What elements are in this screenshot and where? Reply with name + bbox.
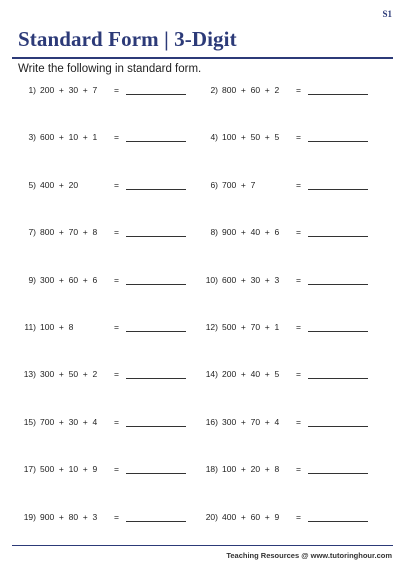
answer-blank[interactable] xyxy=(308,94,368,95)
answer-blank[interactable] xyxy=(308,378,368,379)
equals-sign: = xyxy=(296,322,301,332)
problem-expression: 600 + 30 + 3 xyxy=(222,274,280,285)
answer-blank[interactable] xyxy=(308,189,368,190)
problem-expression: 100 + 8 xyxy=(40,322,74,332)
answer-blank[interactable] xyxy=(308,141,368,142)
problem-expression: 700 + 30 + 4 xyxy=(40,416,98,427)
equals-sign: = xyxy=(114,85,119,95)
answer-blank[interactable] xyxy=(308,521,368,522)
problem-expression: 500 + 70 + 1 xyxy=(222,322,280,332)
problem-number: 11) xyxy=(24,322,36,332)
equals-sign: = xyxy=(296,274,301,285)
answer-blank[interactable] xyxy=(308,331,368,332)
problem-number: 16) xyxy=(205,416,218,427)
equals-sign: = xyxy=(114,227,119,238)
problem-expression: 200 + 30 + 7 xyxy=(40,85,98,95)
problem-expression: 300 + 50 + 2 xyxy=(40,369,98,380)
answer-blank[interactable] xyxy=(126,473,186,474)
page-title: Standard Form | 3-Digit xyxy=(18,27,237,51)
equals-sign: = xyxy=(114,464,119,475)
equals-sign: = xyxy=(296,369,301,380)
problem-number: 5) xyxy=(28,179,36,190)
problem-expression: 300 + 60 + 6 xyxy=(40,274,98,285)
problem-expression: 800 + 60 + 2 xyxy=(222,85,280,95)
answer-blank[interactable] xyxy=(126,426,186,427)
problem-number: 12) xyxy=(205,322,218,332)
answer-blank[interactable] xyxy=(126,284,186,285)
answer-blank[interactable] xyxy=(126,189,186,190)
problem-number: 6) xyxy=(210,179,218,190)
problem-expression: 900 + 80 + 3 xyxy=(40,511,98,522)
answer-blank[interactable] xyxy=(126,378,186,379)
problem-number: 8) xyxy=(210,227,218,238)
problem-expression: 200 + 40 + 5 xyxy=(222,369,280,380)
equals-sign: = xyxy=(114,179,119,190)
problem-number: 15) xyxy=(23,416,36,427)
footer-credit: Teaching Resources @ www.tutoringhour.com xyxy=(226,551,392,560)
problem-number: 13) xyxy=(23,369,36,380)
problem-number: 4) xyxy=(210,132,218,143)
problem-number: 17) xyxy=(23,464,36,475)
problem-expression: 900 + 40 + 6 xyxy=(222,227,280,238)
equals-sign: = xyxy=(114,322,119,332)
equals-sign: = xyxy=(296,227,301,238)
problem-number: 10) xyxy=(205,274,218,285)
problem-expression: 300 + 70 + 4 xyxy=(222,416,280,427)
problem-number: 7) xyxy=(28,227,36,238)
answer-blank[interactable] xyxy=(308,473,368,474)
answer-blank[interactable] xyxy=(126,521,186,522)
equals-sign: = xyxy=(114,274,119,285)
answer-blank[interactable] xyxy=(126,141,186,142)
problem-number: 3) xyxy=(28,132,36,143)
problem-expression: 400 + 20 xyxy=(40,179,79,190)
answer-blank[interactable] xyxy=(308,284,368,285)
problem-number: 20) xyxy=(205,511,218,522)
equals-sign: = xyxy=(296,511,301,522)
problem-number: 18) xyxy=(205,464,218,475)
equals-sign: = xyxy=(114,416,119,427)
answer-blank[interactable] xyxy=(308,426,368,427)
answer-blank[interactable] xyxy=(126,94,186,95)
problem-expression: 400 + 60 + 9 xyxy=(222,511,280,522)
problem-expression: 100 + 20 + 8 xyxy=(222,464,280,475)
equals-sign: = xyxy=(114,132,119,143)
equals-sign: = xyxy=(296,85,301,95)
equals-sign: = xyxy=(296,464,301,475)
problem-expression: 600 + 10 + 1 xyxy=(40,132,98,143)
problem-number: 14) xyxy=(205,369,218,380)
answer-blank[interactable] xyxy=(308,236,368,237)
problem-number: 9) xyxy=(28,274,36,285)
problem-expression: 800 + 70 + 8 xyxy=(40,227,98,238)
equals-sign: = xyxy=(296,132,301,143)
answer-blank[interactable] xyxy=(126,331,186,332)
problem-number: 1) xyxy=(28,85,36,95)
equals-sign: = xyxy=(114,511,119,522)
problem-number: 19) xyxy=(23,511,36,522)
problem-expression: 700 + 7 xyxy=(222,179,256,190)
instruction-text: Write the following in standard form. xyxy=(18,63,202,75)
problem-expression: 500 + 10 + 9 xyxy=(40,464,98,475)
equals-sign: = xyxy=(296,179,301,190)
equals-sign: = xyxy=(114,369,119,380)
problem-number: 2) xyxy=(210,85,218,95)
footer-divider xyxy=(12,545,393,546)
equals-sign: = xyxy=(296,416,301,427)
sheet-code: S1 xyxy=(382,9,392,19)
problem-expression: 100 + 50 + 5 xyxy=(222,132,280,143)
answer-blank[interactable] xyxy=(126,236,186,237)
